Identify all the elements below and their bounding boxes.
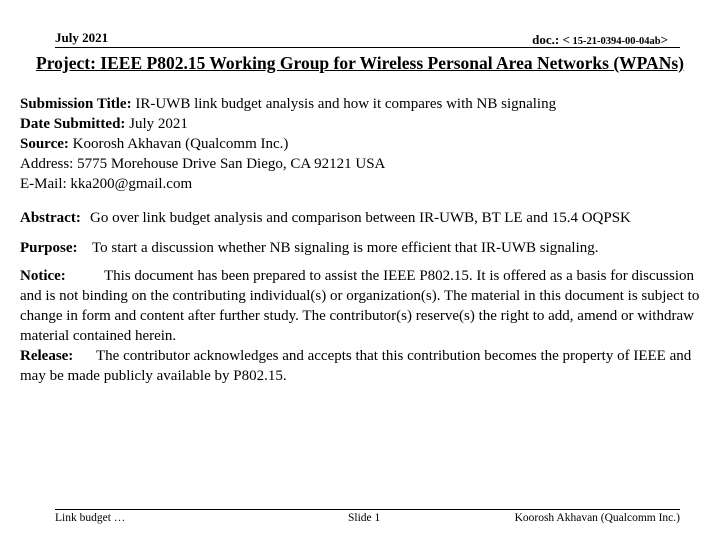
footer-author: Koorosh Akhavan (Qualcomm Inc.) (514, 512, 680, 524)
release-label: Release: (20, 348, 74, 364)
date-submitted-label: Date Submitted: (20, 116, 126, 132)
date-submitted-value: July 2021 (125, 116, 188, 132)
release-text: The contributor acknowledges and accepts that this contribution becomes the property of IEEE and may be made publicly available by P802.15. (20, 348, 692, 384)
header-doc-id (532, 32, 668, 48)
source-label: Source: (20, 136, 69, 152)
footer-divider (55, 509, 680, 510)
header-divider (55, 47, 680, 48)
doc-suffix: > (660, 32, 668, 47)
submission-title-value: IR-UWB link budget analysis and how it compares with NB signaling (131, 96, 557, 112)
notice-text: This document has been prepared to assist the IEEE P802.15. It is offered as a basis for discussion and is not binding on the contributing individual(s) or organization(s). The material in this document is subject to change in form and content after further study. The contributor(s) reserve(s) the right to add, amend or withdraw material contained herein. (20, 268, 700, 344)
footer-slide-number: Slide 1 (348, 512, 381, 524)
email-line: E-Mail: kka200@gmail.com (20, 176, 193, 192)
source-line (20, 134, 716, 154)
purpose-label: Purpose: (20, 240, 78, 256)
project-title: Project: IEEE P802.15 Working Group for Wireless Personal Area Networks (WPANs) (36, 53, 684, 73)
doc-label: doc.: < (532, 32, 570, 47)
purpose-text: To start a discussion whether NB signaling is more efficient that IR-UWB signaling. (92, 240, 599, 256)
notice-label: Notice: (20, 268, 66, 284)
footer-left: Link budget … (55, 512, 126, 524)
date-submitted-line (20, 114, 716, 134)
release-paragraph (20, 346, 716, 386)
abstract-line (20, 208, 716, 228)
doc-number: 15-21-0394-00-04ab (569, 36, 661, 47)
address-line: Address: 5775 Morehouse Drive San Diego, CA 92121 USA (20, 156, 386, 172)
notice-paragraph (20, 266, 716, 346)
submission-title-label: Submission Title: (20, 96, 132, 112)
abstract-text: Go over link budget analysis and comparison between IR-UWB, BT LE and 15.4 OQPSK (90, 210, 631, 226)
submission-title-line (20, 94, 716, 114)
source-value: Koorosh Akhavan (Qualcomm Inc.) (68, 136, 289, 152)
slide-body (20, 94, 716, 386)
abstract-label: Abstract: (20, 210, 81, 226)
header-date: July 2021 (55, 30, 109, 45)
purpose-line (20, 238, 716, 258)
